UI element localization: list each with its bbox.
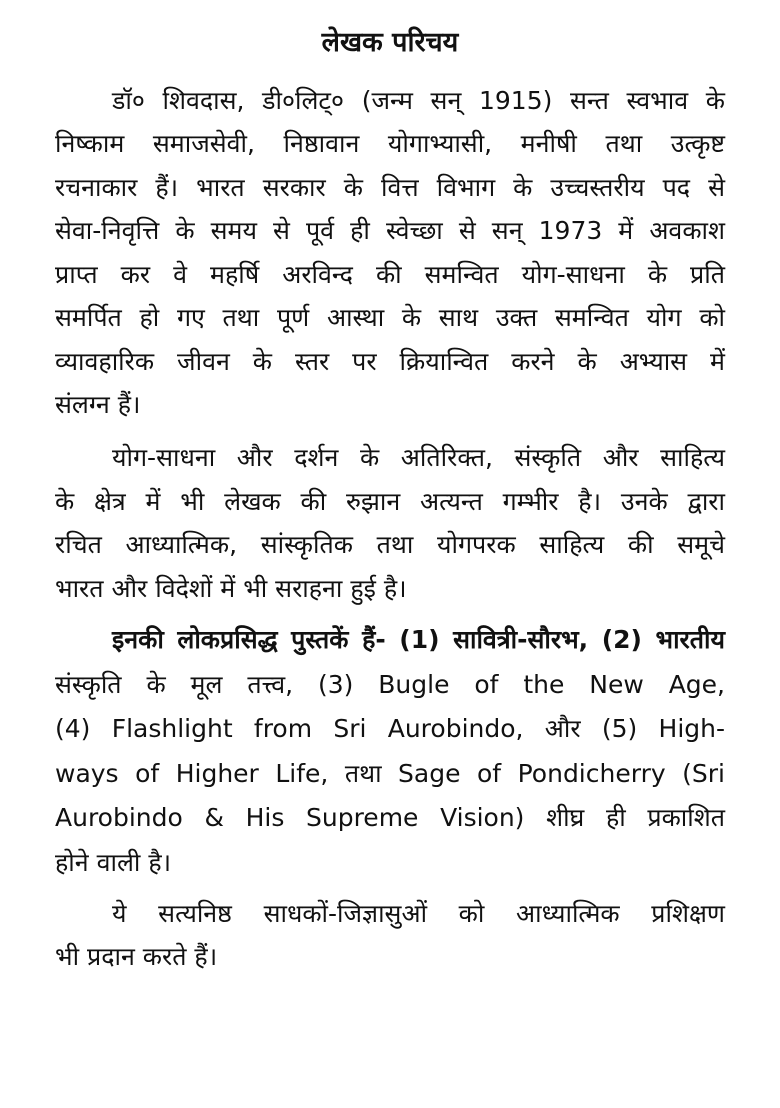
text-line: Aurobindo & His Supreme Vision) शीघ्र ही प्रकाशित	[55, 803, 725, 832]
text-line: योग-साधना और दर्शन के अतिरिक्त, संस्कृति और साहित्य	[112, 443, 725, 472]
text-line: होने वाली है।	[55, 848, 172, 877]
text-line: प्राप्त कर वे महर्षि अरविन्द की समन्वित योग-साधना के प्रति	[55, 260, 725, 289]
text-line: व्यावहारिक जीवन के स्तर पर क्रियान्वित करने के अभ्यास में	[55, 347, 725, 376]
page-title: लेखक परिचय	[321, 27, 459, 58]
text-line: संस्कृति के मूल तत्त्व, (3) Bugle of the New Age,	[55, 670, 725, 699]
text-line: सेवा-निवृत्ति के समय से पूर्व ही स्वेच्छा से सन् 1973 में अवकाश	[55, 216, 725, 245]
text-line: भारत और विदेशों में भी सराहना हुई है।	[55, 574, 407, 603]
text-line: डॉ० शिवदास, डी०लिट्० (जन्म सन् 1915) सन्त स्वभाव के	[112, 86, 725, 115]
text-line: ways of Higher Life, तथा Sage of Pondicherry (Sri	[55, 759, 725, 788]
text-line: (4) Flashlight from Sri Aurobindo, और (5) High-	[55, 714, 725, 743]
text-line: भी प्रदान करते हैं।	[55, 942, 218, 971]
text-line: समर्पित हो गए तथा पूर्ण आस्था के साथ उक्त समन्वित योग को	[55, 303, 725, 332]
text-line: निष्काम समाजसेवी, निष्ठावान योगाभ्यासी, मनीषी तथा उत्कृष्ट	[55, 129, 725, 158]
text-line: के क्षेत्र में भी लेखक की रुझान अत्यन्त गम्भीर है। उनके द्वारा	[55, 487, 725, 516]
text-line: रचित आध्यात्मिक, सांस्कृतिक तथा योगपरक साहित्य की समूचे	[55, 530, 725, 559]
text-line: संलग्न हैं।	[55, 390, 141, 419]
text-line: ये सत्यनिष्ठ साधकों-जिज्ञासुओं को आध्यात्मिक प्रशिक्षण	[112, 899, 725, 928]
text-line: इनकी लोकप्रसिद्ध पुस्तकें हैं- (1) सावित्री-सौरभ, (2) भारतीय	[112, 625, 725, 654]
text-line: रचनाकार हैं। भारत सरकार के वित्त विभाग के उच्चस्तरीय पद से	[55, 173, 725, 202]
